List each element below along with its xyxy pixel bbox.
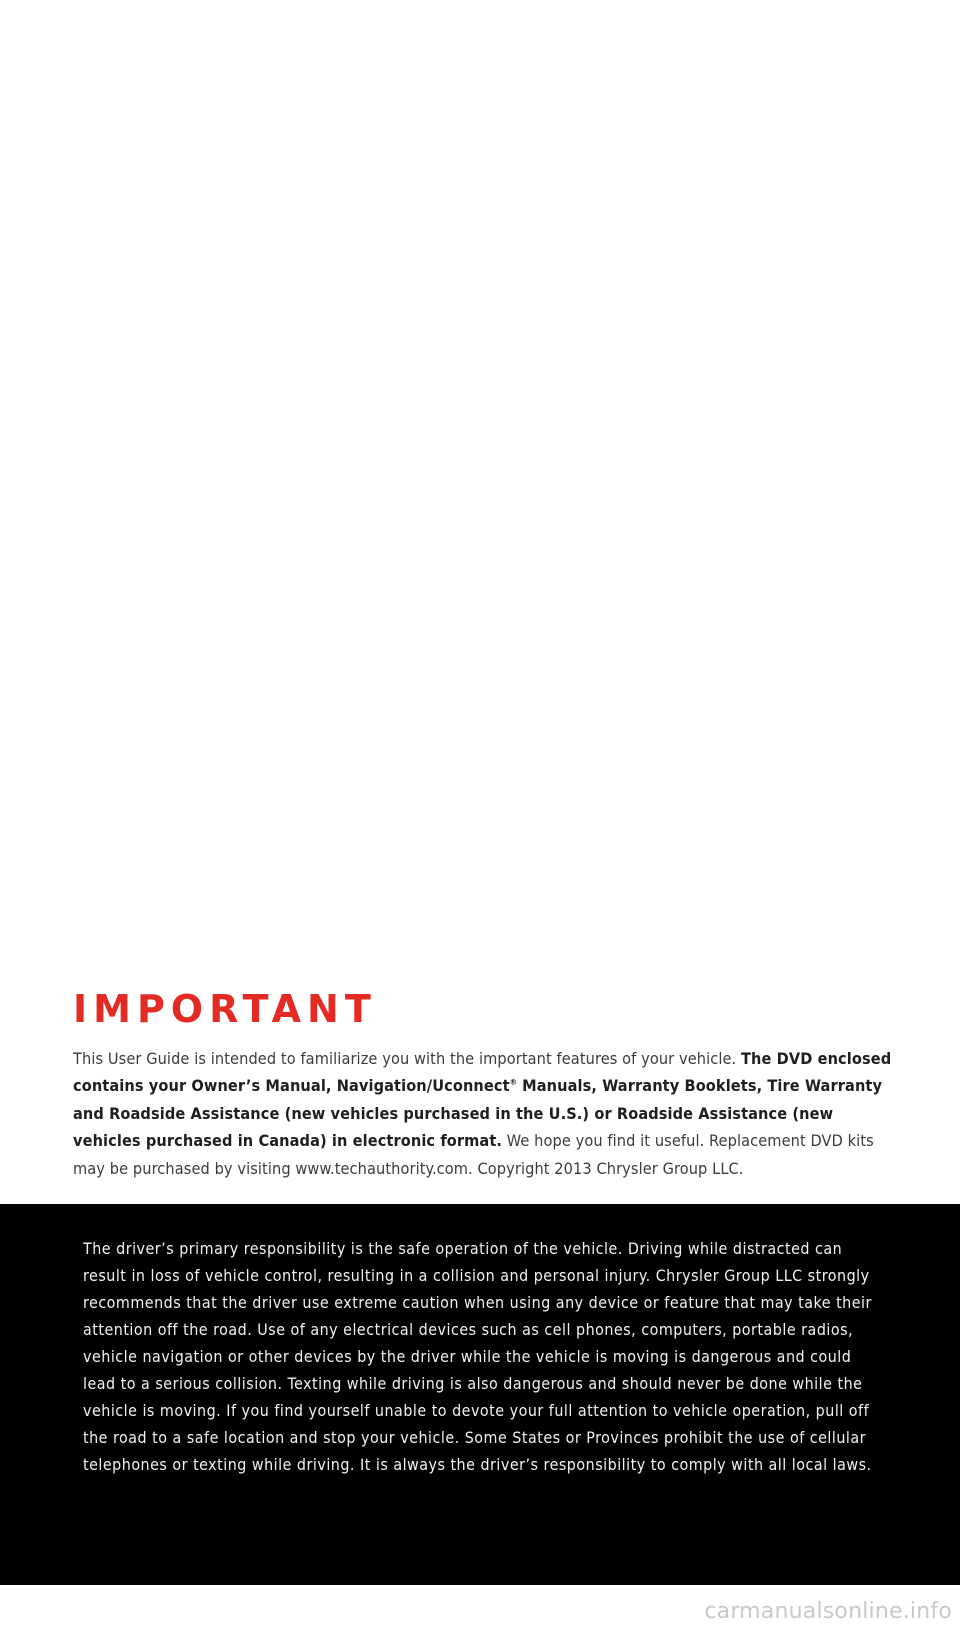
important-heading: IMPORTANT	[73, 987, 377, 1031]
important-section	[73, 985, 893, 1182]
intro-text: This User Guide is intended to familiarize you with the important features of your vehicle.	[73, 1049, 742, 1068]
dvd-contents-part1: The DVD enclosed contains your Owner’s Manual, Navigation/Uconnect	[73, 1049, 892, 1096]
watermark-text: carmanualsonline.info	[704, 1599, 952, 1624]
registered-mark: ®	[509, 1078, 517, 1088]
important-paragraph	[73, 1045, 893, 1182]
driver-warning-box	[0, 1204, 960, 1585]
dvd-contents-part2: Manuals, Warranty Booklets, Tire Warranty and Roadside Assistance (new vehicles purchased in the U.S.) or Roadside Assistance (new vehicles purchased in Canada) in electronic format.	[73, 1076, 883, 1151]
driver-warning-text: The driver’s primary responsibility is the safe operation of the vehicle. Driving while distracted can result in loss of vehicle control, resulting in a collision and personal injury. Chrysler Group LLC strongly recommends that the driver use extreme caution when using any device or feature that may take their attention off the road. Use of any electrical devices such as cell phones, computers, portable radios, vehicle navigation or other devices by the driver while the vehicle is moving is dangerous and could lead to a serious collision. Texting while driving is also dangerous and should never be done while the vehicle is moving. If you find yourself unable to devote your full attention to vehicle operation, pull off the road to a safe location and stop your vehicle. Some States or Provinces prohibit the use of cellular telephones or texting while driving. It is always the driver’s responsibility to comply with all local laws.	[83, 1239, 872, 1474]
outro-text: We hope you find it useful. Replacement DVD kits may be purchased by visiting www.techauthority.com. Copyright 2013 Chrysler Group LLC.	[73, 1131, 874, 1178]
